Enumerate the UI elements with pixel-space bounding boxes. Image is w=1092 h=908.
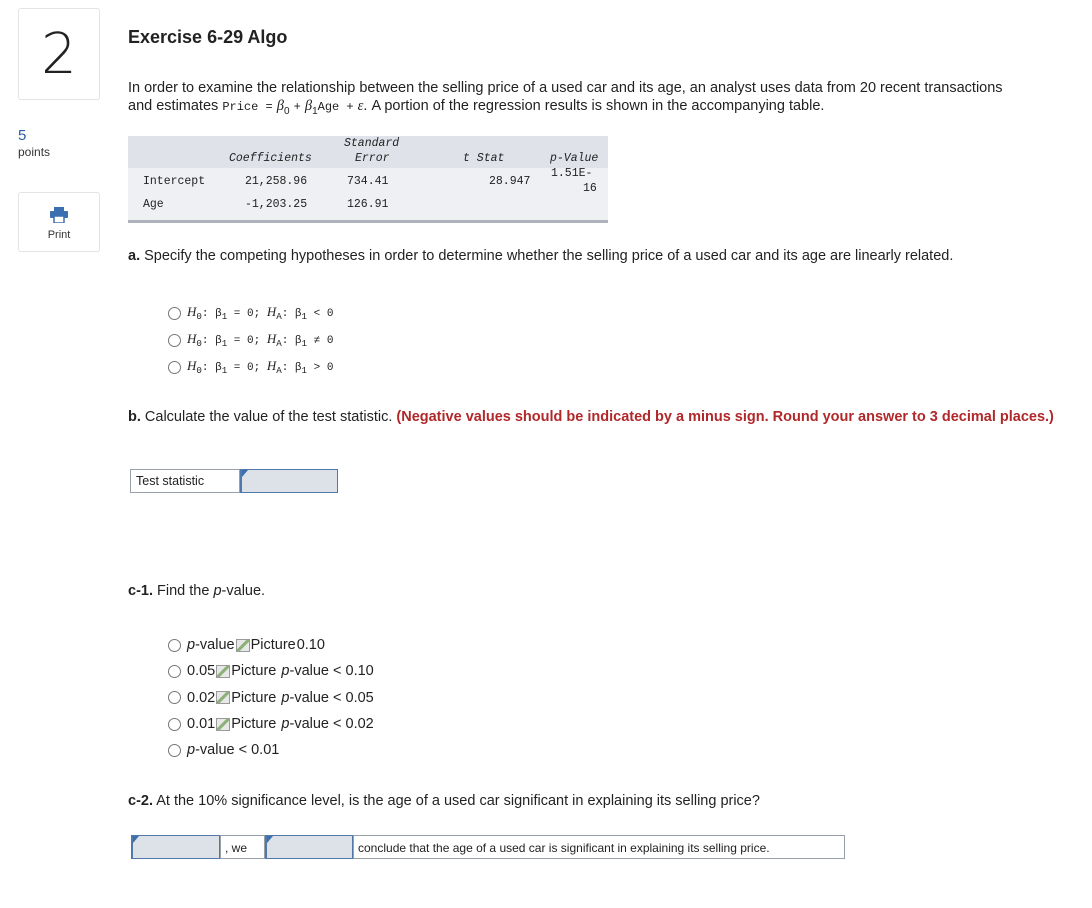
age-se: 126.91 [347, 198, 389, 211]
part-c2-prompt [128, 793, 760, 809]
conclusion-text: conclude that the age of a used car is significant in explaining its selling price. [353, 835, 845, 859]
p-italic: p [213, 583, 222, 599]
radio-button[interactable] [168, 639, 181, 652]
broken-image-icon [216, 665, 230, 678]
radio-button[interactable] [168, 744, 181, 757]
radio-button[interactable] [168, 718, 181, 731]
age-coef: -1,203.25 [245, 198, 308, 211]
option-text: 0.01 [187, 716, 216, 733]
radio-button[interactable] [168, 334, 181, 347]
row-label-age: Age [143, 198, 164, 211]
conclude-dropdown[interactable] [265, 835, 353, 859]
part-b-prompt [128, 408, 1058, 426]
p-italic: p [281, 716, 290, 733]
hypothesis-option-1[interactable] [168, 300, 333, 327]
part-c1-text-end: -value. [221, 583, 266, 599]
print-button[interactable] [18, 192, 100, 252]
intercept-pvalue-top: 1.51E- [551, 167, 593, 180]
pvalue-option-3[interactable] [168, 685, 374, 711]
radio-button[interactable] [168, 361, 181, 374]
broken-image-icon [236, 639, 250, 652]
radio-button[interactable] [168, 691, 181, 704]
part-a-prompt [128, 248, 953, 264]
hypothesis-option-3[interactable] [168, 354, 333, 381]
beta0-symbol: β [276, 98, 284, 114]
equation-lhs: Price = [222, 100, 273, 114]
print-label: Print [47, 229, 71, 241]
pvalue-options [168, 632, 374, 763]
option-text: 0.05 [187, 663, 216, 680]
beta1-symbol: β [304, 98, 313, 114]
option-text: 0.02 [187, 689, 216, 706]
part-b-instruction: (Negative values should be indicated by a minus sign. Round your answer to 3 decimal places.) [396, 409, 1054, 425]
p-italic: p [187, 742, 196, 759]
hypothesis-text: $H_0$: $\beta_1 = 0$; $H_A$: $\beta_1 \ne 0$ [187, 331, 334, 350]
intercept-pvalue-bottom: 16 [583, 182, 597, 195]
broken-picture: Picture [216, 716, 276, 732]
header-coefficients: Coefficients [229, 152, 312, 165]
radio-button[interactable] [168, 665, 181, 678]
intro-text-end: . A portion of the regression results is shown in the accompanying table. [363, 98, 825, 114]
test-statistic-row [130, 469, 338, 493]
pvalue-option-5[interactable] [168, 737, 374, 763]
p-italic: p [281, 689, 290, 706]
printer-icon [50, 207, 68, 221]
question-number-box [18, 8, 100, 100]
test-statistic-input[interactable] [240, 469, 338, 493]
intro-paragraph [128, 79, 1028, 121]
part-c2-label: c-2. [128, 793, 153, 809]
hypothesis-text: $H_0$: $\beta_1 = 0$; $H_A$: $\beta_1 < 0$ [187, 304, 334, 323]
option-text: -value [195, 637, 235, 654]
we-label: , we [220, 835, 265, 859]
broken-image-icon [216, 718, 230, 731]
option-text: -value < 0.10 [289, 663, 374, 680]
table-bottom-rule [128, 220, 608, 223]
decision-dropdown[interactable] [131, 835, 220, 859]
points-value: 5 [18, 127, 27, 144]
part-a-text: Specify the competing hypotheses in order to determine whether the selling price of a used car and its age are linearly related. [144, 248, 954, 264]
intro-text: In order to examine the relationship between the selling price of a used car and its age, an analyst uses data from 20 recent transactions and estimates [128, 80, 1003, 114]
hypothesis-options [168, 300, 333, 381]
question-number: 2 [41, 21, 77, 87]
part-b-text: Calculate the value of the test statistic. [144, 409, 393, 425]
exercise-title: Exercise 6-29 Algo [128, 27, 288, 47]
radio-button[interactable] [168, 307, 181, 320]
row-label-intercept: Intercept [143, 175, 206, 188]
conclusion-row [131, 835, 845, 859]
header-tstat: t Stat [463, 152, 505, 165]
regression-table [128, 136, 608, 223]
header-standard: Standard [344, 137, 400, 150]
equation-plus: + [293, 100, 301, 114]
intercept-se: 734.41 [347, 175, 389, 188]
header-pvalue: p-Value [550, 152, 599, 165]
part-c1-prompt [128, 583, 265, 599]
intercept-coef: 21,258.96 [245, 175, 308, 188]
broken-picture: Picture [236, 637, 296, 653]
equation-age: Age + [317, 100, 354, 114]
part-a-label: a. [128, 248, 141, 264]
p-italic: p [281, 663, 290, 680]
broken-picture: Picture [216, 690, 276, 706]
part-c1-label: c-1. [128, 583, 153, 599]
broken-image-icon [216, 691, 230, 704]
header-error: Error [355, 152, 390, 165]
part-c1-text: Find the [157, 583, 210, 599]
points-label: points [18, 145, 51, 159]
p-italic: p [187, 637, 196, 654]
pvalue-option-4[interactable] [168, 711, 374, 737]
part-c2-text: At the 10% significance level, is the age of a used car significant in explaining its selling price? [156, 793, 760, 809]
epsilon-symbol: ε [357, 98, 364, 114]
option-text: -value < 0.01 [195, 742, 280, 759]
pvalue-option-1[interactable] [168, 632, 374, 658]
intercept-tstat: 28.947 [489, 175, 531, 188]
option-text: -value < 0.05 [289, 689, 374, 706]
hypothesis-text: $H_0$: $\beta_1 = 0$; $H_A$: $\beta_1 > 0$ [187, 358, 334, 377]
hypothesis-option-2[interactable] [168, 327, 333, 354]
option-text: -value < 0.02 [289, 716, 374, 733]
broken-picture: Picture [216, 663, 276, 679]
part-b-label: b. [128, 409, 141, 425]
beta0-subscript: 0 [284, 105, 290, 117]
pvalue-option-2[interactable] [168, 658, 374, 684]
test-statistic-label: Test statistic [130, 469, 240, 493]
option-text: 0.10 [296, 637, 325, 654]
beta1-subscript: 1 [312, 105, 318, 117]
points-indicator [18, 127, 50, 159]
